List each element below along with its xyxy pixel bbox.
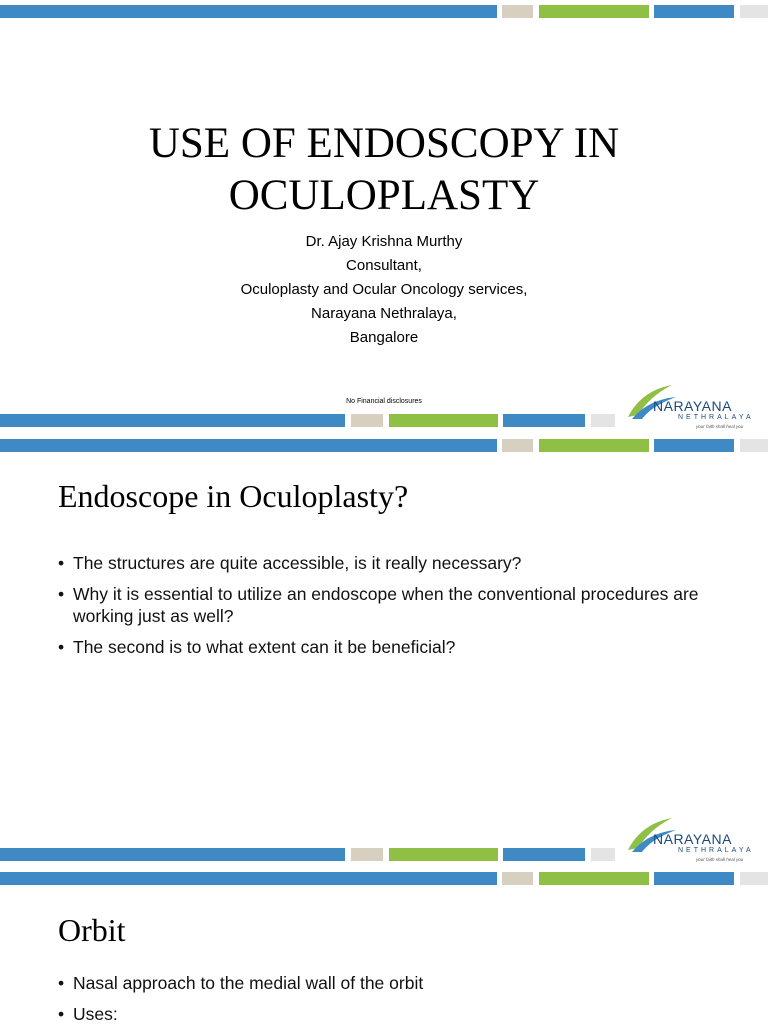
- bar-blue: [0, 5, 497, 18]
- bullet-item: • The second is to what extent can it be beneficial?: [58, 636, 718, 658]
- bar-blue: [0, 872, 497, 885]
- bar-green: [389, 848, 498, 861]
- title-line: OCULOPLASTY: [228, 172, 540, 219]
- bar-tan: [502, 872, 533, 885]
- logo-subtitle: NETHRALAYA: [678, 414, 754, 421]
- logo-tagline: your faith shall heal you: [696, 424, 744, 429]
- logo-brand: NARAYANA: [653, 398, 732, 414]
- bar-blue: [0, 848, 345, 861]
- bar-blue: [503, 848, 585, 861]
- bullet-item: • Why it is essential to utilize an endoscope when the conventional procedures are working just as well?: [58, 583, 718, 627]
- logo-subtitle: NETHRALAYA: [678, 847, 754, 854]
- bar-green: [539, 439, 649, 452]
- bar-tan: [351, 848, 383, 861]
- slide-title: [0, 0, 768, 430]
- bullet-item: • Nasal approach to the medial wall of the orbit: [58, 972, 718, 994]
- slide-heading: Endoscope in Oculoplasty?: [58, 478, 409, 514]
- title-line: USE OF ENDOSCOPY IN: [148, 120, 620, 167]
- bar-grey: [591, 414, 615, 427]
- bar-green: [539, 5, 649, 18]
- bullet-list: [58, 552, 718, 667]
- bar-blue: [654, 439, 734, 452]
- slide-orbit: [0, 868, 768, 1024]
- bullet-item: • The structures are quite accessible, is it really necessary?: [58, 552, 718, 574]
- bar-green: [389, 414, 498, 427]
- logo-brand: NARAYANA: [653, 831, 732, 847]
- bar-blue: [0, 414, 345, 427]
- author-name: Dr. Ajay Krishna Murthy: [305, 233, 463, 250]
- financial-disclosure: No Financial disclosures: [346, 398, 422, 405]
- bar-blue: [503, 414, 585, 427]
- bullet-item: • Uses:: [58, 1003, 718, 1024]
- bullet-list: [58, 972, 718, 1024]
- narayana-logo: [626, 383, 761, 430]
- slide-heading: Orbit: [58, 912, 126, 948]
- bar-tan: [502, 5, 533, 18]
- bar-grey: [740, 872, 768, 885]
- bar-grey: [740, 439, 768, 452]
- author-institution: Narayana Nethralaya,: [311, 305, 457, 322]
- author-block: [0, 230, 768, 350]
- bar-green: [539, 872, 649, 885]
- bar-blue: [654, 872, 734, 885]
- author-department: Oculoplasty and Ocular Oncology services,: [240, 281, 528, 298]
- bar-tan: [502, 439, 533, 452]
- slide-endoscope: [0, 434, 768, 866]
- bar-grey: [740, 5, 768, 18]
- logo-tagline: your faith shall heal you: [696, 857, 744, 862]
- bar-grey: [591, 848, 615, 861]
- author-city: Bangalore: [349, 329, 419, 346]
- bar-tan: [351, 414, 383, 427]
- presentation-title: [0, 118, 768, 222]
- narayana-logo: [626, 816, 761, 866]
- author-role: Consultant,: [346, 257, 422, 274]
- bar-blue: [0, 439, 497, 452]
- bar-blue: [654, 5, 734, 18]
